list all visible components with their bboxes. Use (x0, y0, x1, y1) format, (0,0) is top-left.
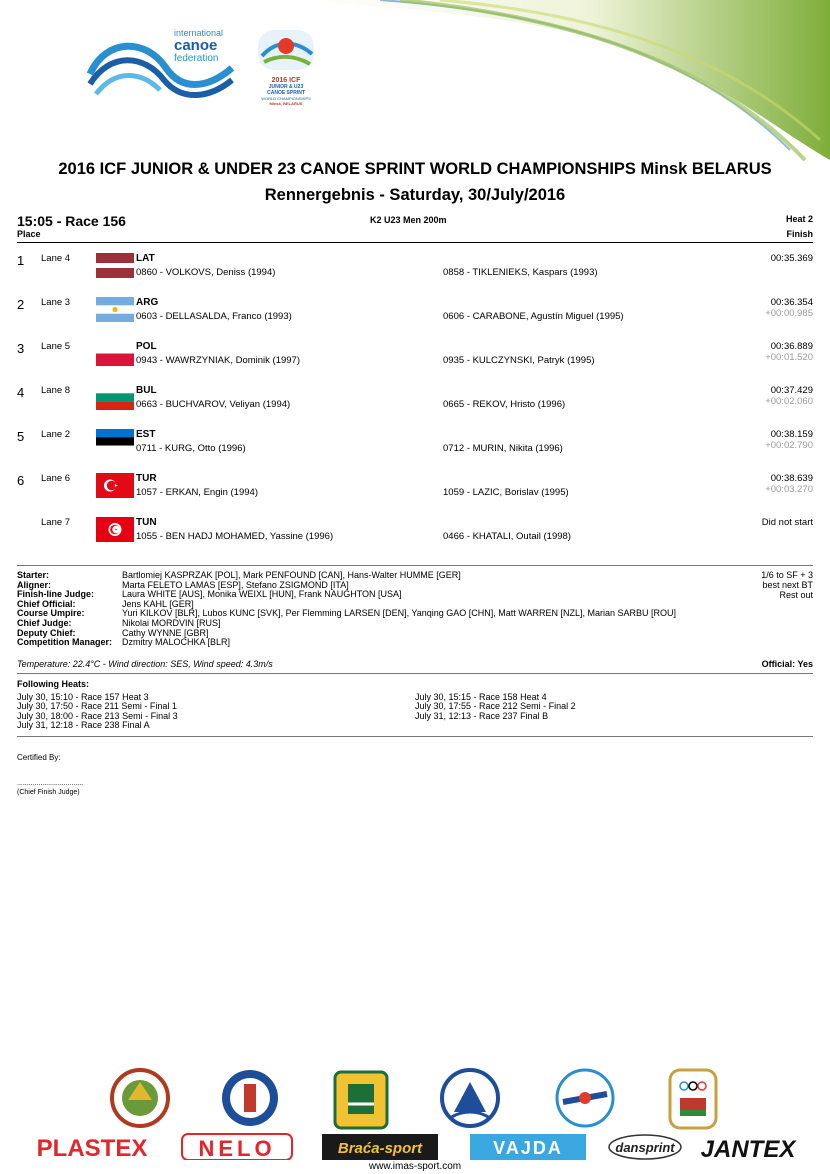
lane-label: Lane 4 (41, 253, 71, 264)
pol-flag-icon (96, 341, 134, 366)
time-difference: +00:02.790 (765, 440, 813, 451)
header-divider (17, 242, 813, 243)
est-flag-icon (96, 429, 134, 454)
lat-flag-icon (96, 253, 134, 278)
finish-time: 00:36.889 (770, 341, 813, 352)
official-role-label: Course Umpire: (17, 608, 85, 619)
finish-time: 00:37.429 (770, 385, 813, 396)
progression-note: best next BT (762, 580, 813, 590)
heat-label: Heat 2 (785, 214, 813, 224)
athlete-2: 1059 - LAZIC, Borislav (1995) (443, 487, 569, 498)
signature-role: (Chief Finish Judge) (17, 789, 80, 796)
athlete-1: 1055 - BEN HADJ MOHAMED, Yassine (1996) (136, 531, 334, 542)
weather-divider (17, 673, 813, 674)
athlete-2: 0665 - REKOV, Hristo (1996) (443, 399, 566, 410)
place-number: 4 (17, 385, 25, 400)
icf-logo-text-2: canoe (174, 37, 218, 54)
official-role-label: Aligner: (17, 579, 52, 590)
event-logo-line-4: WORLD CHAMPIONSHIPS (261, 96, 311, 101)
bul-flag-icon (96, 385, 134, 410)
sponsor-vajda: VAJDA (493, 1138, 563, 1158)
federation-emblem-3 (335, 1072, 387, 1128)
tun-flag-icon (96, 517, 134, 542)
official-names: Bartlomiej KASPRZAK [POL], Mark PENFOUND [CAN], Hans-Walter HUMME [GER] (122, 570, 461, 580)
sponsor-strip (30, 1060, 800, 1170)
signature-line: .................................. (17, 780, 84, 787)
following-heat-item: July 30, 15:10 - Race 157 Heat 3 (17, 692, 149, 702)
official-role-label: Chief Judge: (17, 618, 72, 628)
result-row (0, 385, 830, 429)
official-names: Jens KAHL [GER] (122, 598, 194, 609)
athlete-1: 0860 - VOLKOVS, Deniss (1994) (136, 267, 276, 278)
event-name: K2 U23 Men 200m (370, 215, 447, 225)
athlete-2: 0606 - CARABONE, Agustín Miguel (1995) (443, 311, 624, 322)
nation-code: POL (136, 341, 157, 352)
event-logo-line-3: CANOE SPRINT (267, 90, 305, 96)
sponsor-dansprint: dansprint (615, 1140, 675, 1155)
document-title: 2016 ICF JUNIOR & UNDER 23 CANOE SPRINT WORLD CHAMPIONSHIPS Minsk BELARUS (58, 160, 772, 178)
official-names: Marta FELETO LAMAS [ESP], Stefano ZSIGMOND [ITA] (122, 579, 349, 590)
following-heat-item: July 31, 12:18 - Race 238 Final A (17, 719, 150, 730)
official-names: Cathy WYNNE [GBR] (122, 627, 209, 638)
place-number: 2 (17, 297, 25, 312)
federation-emblem-5 (557, 1070, 613, 1126)
athlete-1: 1057 - ERKAN, Engin (1994) (136, 487, 258, 498)
result-row (0, 253, 830, 297)
lane-label: Lane 2 (41, 429, 71, 440)
nation-code: TUN (136, 517, 157, 528)
event-logo (256, 28, 316, 112)
athlete-1: 0663 - BUCHVAROV, Veliyan (1994) (136, 399, 291, 410)
document-subtitle: Rennergebnis - Saturday, 30/July/2016 (264, 186, 566, 204)
federation-emblem-4 (442, 1070, 498, 1126)
lane-label: Lane 8 (41, 385, 71, 396)
progression-note: Rest out (779, 590, 813, 600)
finish-time: 00:35.369 (770, 253, 813, 264)
place-number: 3 (17, 341, 25, 356)
time-difference: +00:01.520 (765, 352, 813, 363)
following-heat-item: July 30, 17:55 - Race 212 Semi - Final 2 (415, 701, 576, 712)
federation-emblem-1 (112, 1070, 168, 1126)
federation-emblem-2 (222, 1070, 278, 1126)
official-role-label: Chief Official: (17, 598, 76, 609)
athlete-2: 0712 - MURIN, Nikita (1996) (443, 443, 563, 454)
athlete-1: 0603 - DELLASALDA, Franco (1993) (136, 311, 292, 322)
official-role-label: Deputy Chief: (17, 627, 76, 638)
official-names: Dzmitry MALOCHKA [BLR] (122, 637, 231, 648)
finish-time: 00:36.354 (770, 297, 813, 308)
official-role-label: Competition Manager: (17, 637, 113, 648)
icf-logo (86, 28, 236, 108)
finish-column-label: Finish (786, 229, 813, 239)
official-names: Nikolai MORDVIN [RUS] (122, 618, 221, 628)
website-link[interactable]: www.imas-sport.com (368, 1161, 462, 1172)
nation-code: EST (136, 429, 156, 440)
nation-code: LAT (136, 253, 155, 264)
athlete-2: 0858 - TIKLENIEKS, Kaspars (1993) (443, 267, 598, 278)
following-heats-title: Following Heats: (17, 679, 89, 689)
sponsor-nelo: NELO (198, 1136, 276, 1160)
place-number: 6 (17, 473, 25, 488)
athlete-2: 0466 - KHATALI, Outail (1998) (443, 531, 571, 542)
result-row (0, 517, 830, 561)
nation-code: TUR (136, 473, 157, 484)
athlete-2: 0935 - KULCZYNSKI, Patryk (1995) (443, 355, 595, 366)
following-heat-item: July 30, 18:00 - Race 213 Semi - Final 3 (17, 710, 178, 721)
event-logo-line-1: 2016 ICF (271, 77, 301, 84)
lane-label: Lane 6 (41, 473, 71, 484)
tur-flag-icon (96, 473, 134, 498)
time-difference: +00:03.270 (765, 484, 813, 495)
place-number: 1 (17, 253, 25, 268)
sponsor-jantex: JANTEX (700, 1136, 796, 1160)
finish-time: 00:38.159 (770, 429, 813, 440)
finish-time: 00:38.639 (770, 473, 813, 484)
result-row (0, 429, 830, 473)
olympic-committee-emblem (670, 1070, 716, 1128)
icf-logo-text-3: federation (174, 53, 219, 64)
sponsor-braca: Braća-sport (337, 1140, 423, 1157)
event-logo-line-5: Minsk, BELARUS (269, 101, 303, 106)
time-difference: +00:02.060 (765, 396, 813, 407)
place-number: 5 (17, 429, 25, 444)
lane-label: Lane 7 (41, 517, 71, 528)
following-heat-item: July 30, 17:50 - Race 211 Semi - Final 1 (17, 701, 177, 712)
results-divider (17, 565, 813, 566)
progression-note: 1/6 to SF + 3 (761, 570, 813, 580)
event-logo-line-2: JUNIOR & U23 (268, 84, 304, 90)
athlete-1: 0711 - KURG, Otto (1996) (136, 443, 246, 454)
time-difference: +00:00.985 (765, 308, 813, 319)
icf-logo-text-1: international (174, 28, 224, 38)
official-role-label: Starter: (17, 570, 50, 580)
result-row (0, 473, 830, 517)
lane-label: Lane 5 (41, 341, 71, 352)
lane-label: Lane 3 (41, 297, 71, 308)
official-status: Official: Yes (761, 659, 813, 669)
arg-flag-icon (96, 297, 134, 322)
nation-code: ARG (136, 297, 159, 308)
official-names: Laura WHITE [AUS], Monika WEIXL [HUN], Frank NAUGHTON [USA] (122, 589, 402, 600)
result-row (0, 341, 830, 385)
official-role-label: Finish-line Judge: (17, 589, 95, 600)
official-names: Yuri KILKOV [BLR], Lubos KUNC [SVK], Per Flemming LARSEN [DEN], Yanqing GAO [CHN], Matt WARREN [NZL], Marian SARBU [ROU] (122, 608, 676, 619)
weather-info: Temperature: 22.4°C - Wind direction: SES, Wind speed: 4.3m/s (17, 659, 273, 669)
following-heat-item: July 31, 12:13 - Race 237 Final B (415, 710, 549, 721)
certified-by-label: Certified By: (17, 753, 61, 762)
nation-code: BUL (136, 385, 157, 396)
race-time-label: 15:05 - Race 156 (17, 213, 126, 229)
sponsor-plastex: PLASTEX (36, 1135, 148, 1160)
athlete-1: 0943 - WAWRZYNIAK, Dominik (1997) (136, 355, 301, 366)
finish-time: Did not start (761, 517, 813, 528)
heats-divider (17, 736, 813, 737)
place-column-label: Place (17, 229, 41, 239)
result-row (0, 297, 830, 341)
following-heat-item: July 30, 15:15 - Race 158 Heat 4 (415, 692, 547, 702)
